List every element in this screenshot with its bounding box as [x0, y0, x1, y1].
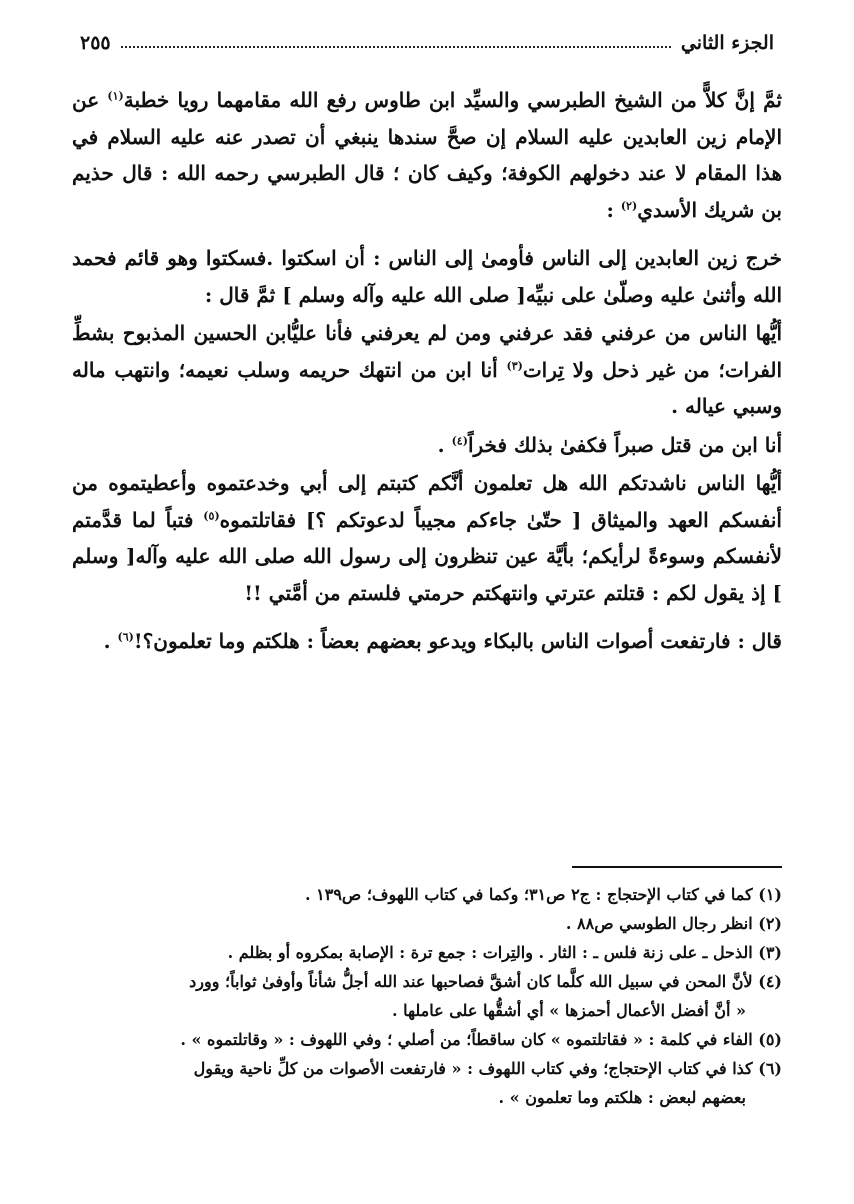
- footnote-ref-3[interactable]: (٣): [506, 358, 523, 372]
- footnote-ref-1[interactable]: (١): [107, 89, 124, 103]
- footnote-ref-6[interactable]: (٦): [117, 630, 134, 644]
- footnote-4: (٤) لأنَّ المحن في سبيل الله كلَّما كان أشقَّ فصاحبها عند الله أجلُّ شأناً وأوفىٰ ثواباً؛ وورد « أنَّ أفضل الأعمال أحمزها » أي أشقُّها على عاملها .: [189, 972, 782, 1020]
- main-text: [72, 82, 782, 660]
- footnote-separator: [572, 866, 782, 868]
- footnote-ref-2[interactable]: (٢): [620, 198, 638, 212]
- page-number: ٢٥٥: [80, 32, 111, 54]
- footnote-3: (٣) الذحل ـ على زنة فلس ـ : الثار . والتِرات : جمع ترة : الإصابة بمكروه أو بظلم .: [227, 943, 782, 962]
- paragraph-sermon-2: أنا ابن من قتل صبراً فكفىٰ بذلك فخراً$^{(٤)}$ .: [437, 432, 782, 457]
- paragraph-sermon-1: أيُّها الناس من عرفني فقد عرفني ومن لم يعرفني فأنا عليُّابن الحسين المذبوح بشطِّ الفرات؛ من غير ذحل ولا تِرات$^{(٣)}$ أنا ابن من انتهك حريمه وسلب نعيمه؛ وانتهب ماله وسبي عياله .: [72, 321, 783, 418]
- footnotes: [72, 880, 782, 1112]
- header-dot-leader: [121, 46, 671, 48]
- paragraph-intro: ثمَّ إنَّ كلاًّ من الشيخ الطبرسي والسيِّد ابن طاوس رفع الله مقامهما رويا خطبة$^{(١)}$ عن الإمام زين العابدين عليه السلام إن صحَّ سندها ينبغي أن تصدر عنه عليه السلام في هذا المقام لا عند دخولهم الكوفة؛ وكيف كان ؛ قال الطبرسي رحمه الله : قال حذيم بن شريك الأسدي$^{(٢)}$ :: [72, 88, 782, 222]
- footnote-6: (٦) كذا في كتاب الإحتجاج؛ وفي كتاب اللهوف : « فارتفعت الأصوات من كلِّ ناحية ويقول بعضهم لبعض : هلكتم وما تعلمون » .: [193, 1059, 782, 1107]
- running-header: [80, 26, 774, 60]
- footnote-5: (٥) الفاء في كلمة : « فقاتلتموه » كان ساقطاً؛ من أصلي ؛ وفي اللهوف : « وقاتلتموه » .: [180, 1030, 782, 1049]
- paragraph-sermon-3: أيُّها الناس ناشدتكم الله هل تعلمون أنَّكم كتبتم إلى أبي وخدعتموه وأعطيتموه من أنفسكم العهد والميثاق [ حتّىٰ جاءكم مجيباً لدعوتكم ؟] فقاتلتموه$^{(٥)}$ فتباً لما قدَّمتم لأنفسكم وسوءةً لرأيكم؛ بأيَّة عين تنظرون إلى رسول الله صلى الله عليه وآله[ وسلم ] إذ يقول لكم : قتلتم عترتي وانتهكتم حرمتي فلستم من أمَّتي !!: [72, 471, 782, 605]
- footnote-2: (٢) انظر رجال الطوسي ص٨٨ .: [565, 914, 782, 933]
- footnote-1: (١) كما في كتاب الإحتجاج : ج٢ ص٣١؛ وكما في كتاب اللهوف؛ ص١٣٩ .: [304, 885, 782, 904]
- paragraph-narration: خرج زين العابدين إلى الناس فأومىٰ إلى الناس : أن اسكتوا .فسكتوا وهو قائم فحمد الله وأثنىٰ عليه وصلّىٰ على نبيِّه[ صلى الله عليه وآله وسلم ] ثمَّ قال :: [72, 246, 782, 307]
- part-title: الجزء الثاني: [680, 32, 774, 54]
- footnote-ref-4[interactable]: (٤): [451, 433, 468, 447]
- paragraph-closing: قال : فارتفعت أصوات الناس بالبكاء ويدعو بعضهم بعضاً : هلكتم وما تعلمون؟!$^{(٦)}$ .: [103, 629, 782, 653]
- footnote-ref-5[interactable]: (٥): [203, 508, 220, 522]
